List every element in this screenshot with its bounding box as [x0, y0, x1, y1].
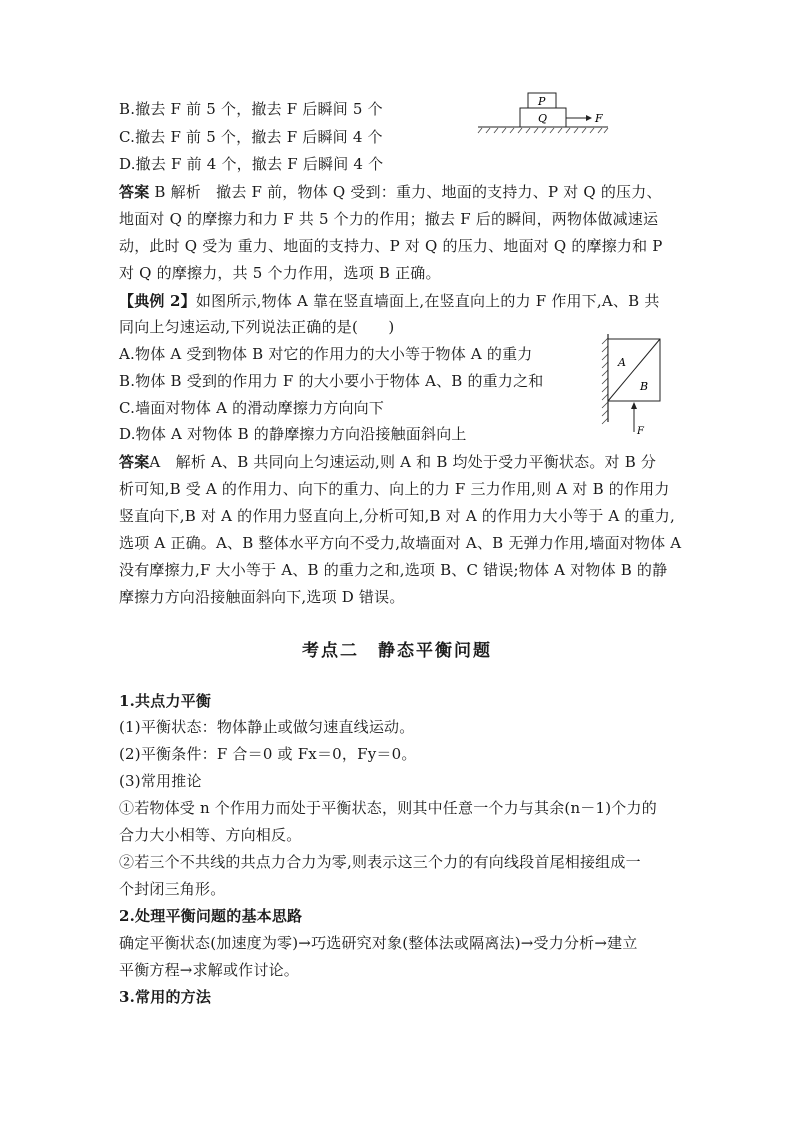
example2-option-c: C.墙面对物体 A 的滑动摩擦力方向向下 — [119, 399, 385, 417]
option-b: B.撤去 F 前 5 个，撤去 F 后瞬间 5 个 — [119, 100, 383, 118]
example2-question-text: 如图所示,物体 A 靠在竖直墙面上,在竖直向上的力 F 作用下,A、B 共 — [195, 292, 660, 310]
subheading-2: 2.处理平衡问题的基本思路 — [119, 907, 303, 925]
force-f-label: F — [637, 426, 644, 437]
answer2-text: A 解析 A、B 共同向上匀速运动,则 A 和 B 均处于受力平衡状态。对 B 分 — [149, 453, 657, 471]
wall-figure — [596, 330, 668, 442]
answer2-line-6: 摩擦力方向沿接触面斜向下,选项 D 错误。 — [119, 588, 405, 606]
option-c: C.撤去 F 前 5 个，撤去 F 后瞬间 4 个 — [119, 128, 383, 146]
block-b-label: B — [640, 380, 649, 393]
blocks-figure — [476, 90, 616, 134]
answer2-line-2: 析可知,B 受 A 的作用力、向下的重力、向上的力 F 三力作用,则 A 对 B 的作用力 — [119, 480, 670, 498]
example2-tag: 【典例 2】 — [119, 292, 196, 310]
example2-option-b: B.物体 B 受到的作用力 F 的大小要小于物体 A、B 的重力之和 — [119, 372, 544, 390]
answer2-line-4: 选项 A 正确。A、B 整体水平方向不受力,故墙面对 A、B 无弹力作用,墙面对物体 A — [119, 534, 682, 552]
arrow-head-icon — [586, 115, 592, 121]
block-q-label: Q — [538, 112, 548, 125]
section-line-5: ①若物体受 n 个作用力而处于平衡状态，则其中任意一个力与其余(n－1)个力的 — [119, 799, 657, 817]
answer2-line-1 — [119, 451, 656, 473]
section-title: 考点二 静态平衡问题 — [302, 641, 492, 661]
answer1-label: 答案 — [119, 183, 150, 201]
section-line-6: 合力大小相等、方向相反。 — [119, 826, 302, 844]
arrow-up-icon — [631, 402, 637, 409]
example2-question-line-1 — [119, 290, 660, 312]
wall-hatch — [602, 338, 608, 424]
section-line-3: (2)平衡条件：F 合＝0 或 Fx＝0，Fy＝0。 — [119, 745, 417, 763]
subheading-3: 3.常用的方法 — [119, 988, 212, 1006]
section-line-8: 个封闭三角形。 — [119, 880, 226, 898]
section-line-11: 平衡方程→求解或作讨论。 — [119, 961, 299, 979]
answer1-text: B 解析 撤去 F 前，物体 Q 受到：重力、地面的支持力、P 对 Q 的压力、 — [154, 183, 662, 201]
answer2-label: 答案 — [119, 453, 150, 471]
answer2-line-5: 没有摩擦力,F 大小等于 A、B 的重力之和,选项 B、C 错误;物体 A 对物体 B 的静 — [119, 561, 668, 579]
section-line-4: (3)常用推论 — [119, 772, 202, 790]
option-d: D.撤去 F 前 4 个，撤去 F 后瞬间 4 个 — [119, 155, 384, 173]
section-line-10: 确定平衡状态(加速度为零)→巧选研究对象(整体法或隔离法)→受力分析→建立 — [119, 934, 638, 952]
section-line-2: (1)平衡状态：物体静止或做匀速直线运动。 — [119, 718, 415, 736]
subheading-1: 1.共点力平衡 — [119, 692, 212, 710]
section-line-7: ②若三个不共线的共点力合力为零,则表示这三个力的有向线段首尾相接组成一 — [119, 853, 641, 871]
example2-option-a: A.物体 A 受到物体 B 对它的作用力的大小等于物体 A 的重力 — [119, 345, 533, 363]
answer1-line-4: 对 Q 的摩擦力，共 5 个力作用，选项 B 正确。 — [119, 264, 441, 282]
block-p-label: P — [538, 95, 546, 108]
example2-option-d: D.物体 A 对物体 B 的静摩擦力方向沿接触面斜向上 — [119, 425, 467, 443]
ground-hatch — [478, 128, 608, 133]
answer2-line-3: 竖直向下,B 对 A 的作用力竖直向上,分析可知,B 对 A 的作用力大小等于 A 的重力, — [119, 507, 675, 525]
example2-question-line-2: 同向上匀速运动,下列说法正确的是( ) — [119, 318, 395, 336]
block-a-label: A — [618, 356, 626, 369]
force-label: F — [595, 112, 603, 125]
answer1-line-3: 动，此时 Q 受为 重力、地面的支持力、P 对 Q 的压力、地面对 Q 的摩擦力和 P — [119, 237, 663, 255]
answer1-line-1 — [119, 181, 662, 203]
answer1-line-2: 地面对 Q 的摩擦力和力 F 共 5 个力的作用；撤去 F 后的瞬间，两物体做减速运 — [119, 210, 659, 228]
